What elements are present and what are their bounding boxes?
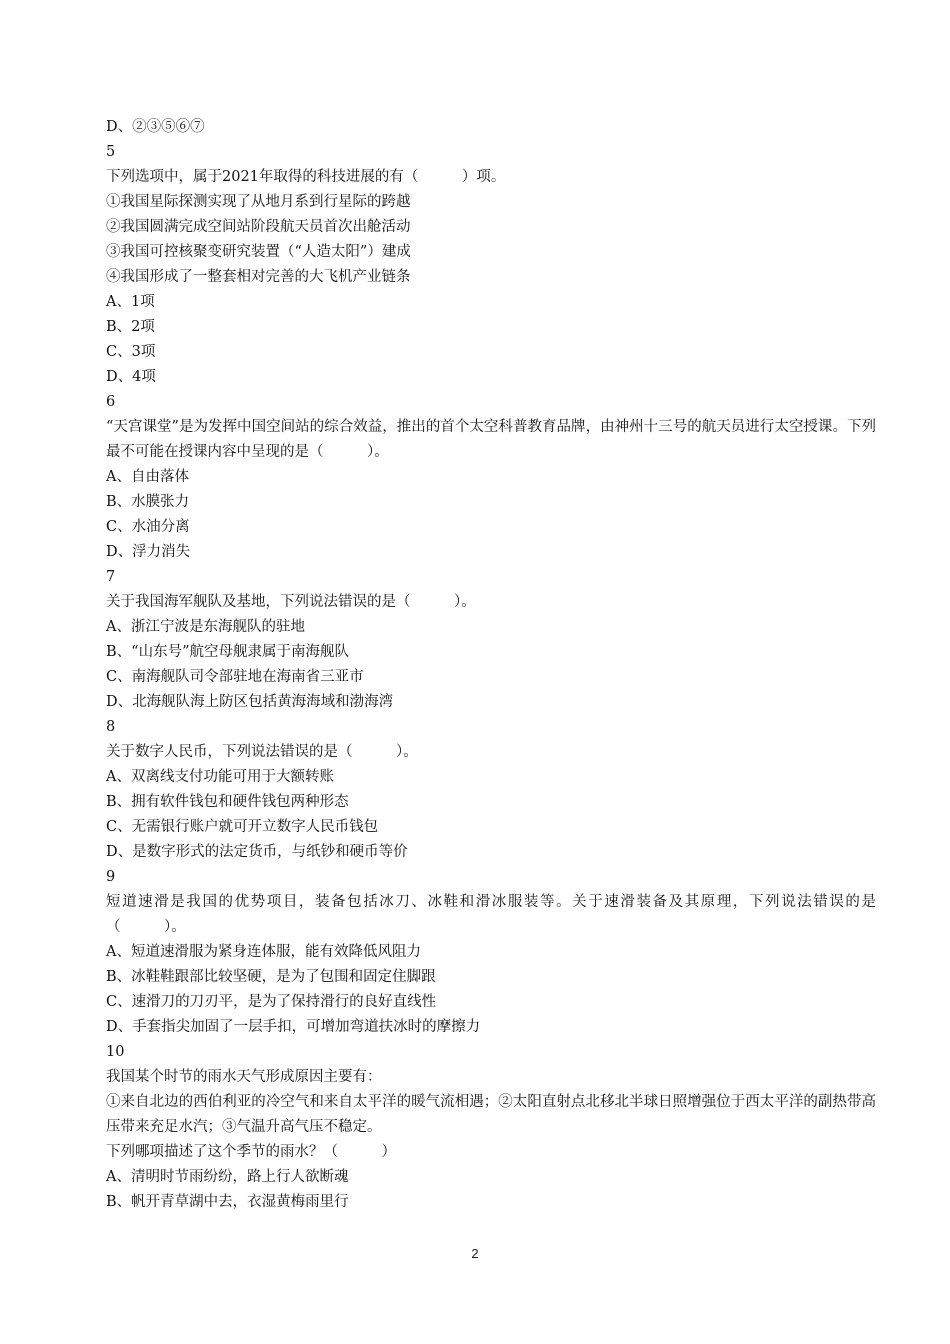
option-b: B、“山东号”航空母舰隶属于南海舰队 (106, 644, 349, 660)
question-number: 10 (106, 1044, 125, 1060)
question-stem: 关于我国海军舰队及基地，下列说法错误的是（ ）。 (106, 594, 476, 610)
option-a: A、双离线支付功能可用于大额转账 (106, 769, 334, 785)
statement: ②我国圆满完成空间站阶段航天员首次出舱活动 (106, 219, 411, 235)
question-number: 9 (106, 869, 116, 885)
option-a: A、浙江宁波是东海舰队的驻地 (106, 619, 305, 635)
statement: ③我国可控核聚变研究装置（“人造太阳”）建成 (106, 244, 411, 260)
option-a: A、1项 (106, 294, 155, 310)
statement: ①来自北边的西伯利亚的冷空气和来自太平洋的暖气流相遇；②太阳直射点北移北半球日照增强位于西太平洋的副热带高压带来充足水汽；③气温升高气压不稳定。 (106, 1094, 876, 1135)
option-c: C、无需银行账户就可开立数字人民币钱包 (106, 819, 379, 835)
statement: ①我国星际探测实现了从地月系到行星际的跨越 (106, 194, 411, 210)
question-stem: 我国某个时节的雨水天气形成原因主要有： (106, 1069, 382, 1085)
option-b: B、冰鞋鞋跟部比较坚硬，是为了包围和固定住脚跟 (106, 969, 436, 985)
option-b: B、水膜张力 (106, 494, 190, 510)
option-c: C、速滑刀的刀刃平，是为了保持滑行的良好直线性 (106, 994, 437, 1010)
option-a: A、自由落体 (106, 469, 189, 485)
option-c: C、南海舰队司令部驻地在海南省三亚市 (106, 669, 364, 685)
option-a: A、短道速滑服为紧身连体服，能有效降低风阻力 (106, 944, 421, 960)
option-d: D、北海舰队海上防区包括黄海海域和渤海湾 (106, 694, 394, 710)
option-d: D、是数字形式的法定货币，与纸钞和硬币等价 (106, 844, 408, 860)
option-b: B、帆开青草湖中去，衣湿黄梅雨里行 (106, 1194, 349, 1210)
option-c: C、水油分离 (106, 519, 190, 535)
statement: ④我国形成了一整套相对完善的大飞机产业链条 (106, 269, 411, 285)
option-c: C、3项 (106, 344, 156, 360)
option-b: B、拥有软件钱包和硬件钱包两种形态 (106, 794, 349, 810)
question-stem: “天宫课堂”是为发挥中国空间站的综合效益，推出的首个太空科普教育品牌，由神州十三号的航天员进行太空授课。下列最不可能在授课内容中呈现的是（ ）。 (106, 419, 876, 460)
question-number: 7 (106, 569, 116, 585)
page-content (106, 115, 876, 1215)
option-b: B、2项 (106, 319, 155, 335)
question-stem: 短道速滑是我国的优势项目，装备包括冰刀、冰鞋和滑冰服装等。关于速滑装备及其原理，下列说法错误的是（ ）。 (106, 894, 876, 935)
option-d: D、手套指尖加固了一层手扣，可增加弯道扶冰时的摩擦力 (106, 1019, 481, 1035)
option-d: D、②③⑤⑥⑦ (106, 119, 205, 135)
option-d: D、4项 (106, 369, 156, 385)
question-stem: 关于数字人民币，下列说法错误的是（ ）。 (106, 744, 418, 760)
question-number: 8 (106, 719, 116, 735)
question-stem: 下列选项中，属于2021年取得的科技进展的有（ ）项。 (106, 169, 506, 185)
question-number: 6 (106, 394, 116, 410)
page-number: 2 (471, 1246, 479, 1261)
question-sub-stem: 下列哪项描述了这个季节的雨水？（ ） (106, 1144, 396, 1160)
option-d: D、浮力消失 (106, 544, 191, 560)
question-number: 5 (106, 144, 116, 160)
option-a: A、清明时节雨纷纷，路上行人欲断魂 (106, 1169, 349, 1185)
